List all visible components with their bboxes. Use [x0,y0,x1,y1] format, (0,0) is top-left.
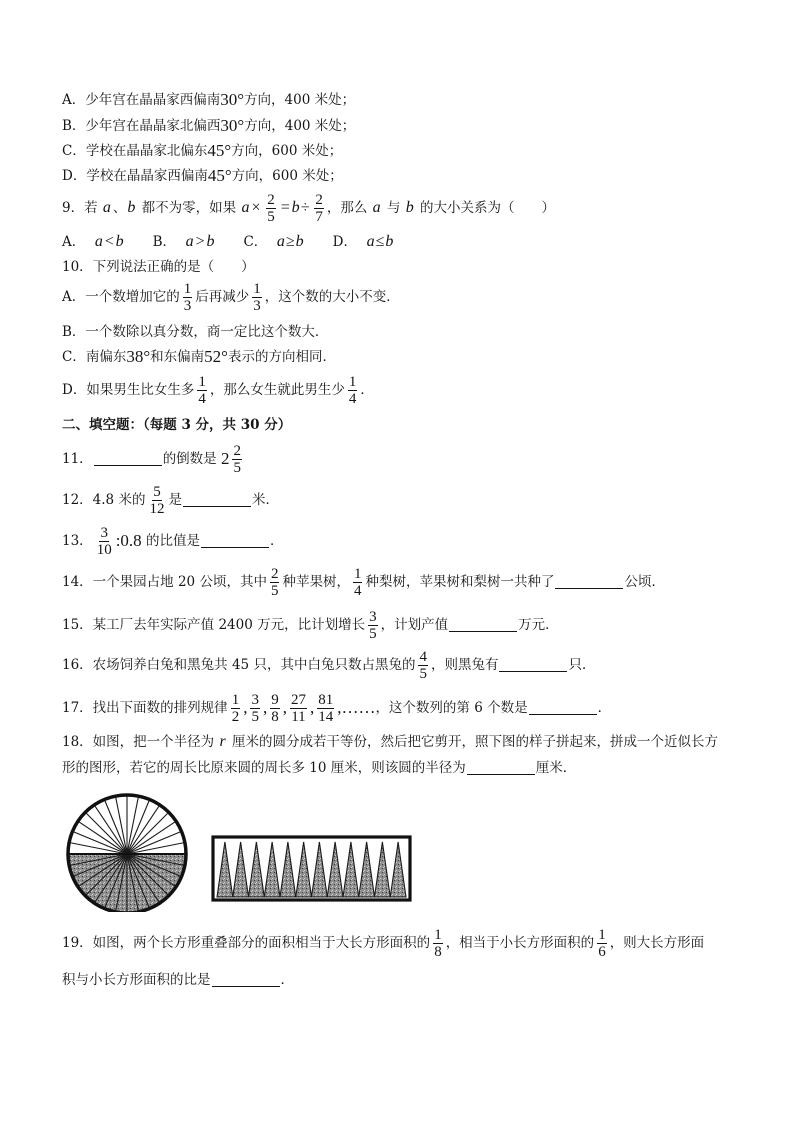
text-run: 16．农场饲养白兔和黑兔共 45 只，其中白兔只数占黑兔的 [62,657,416,673]
section-heading-text: 二、填空题：（每题 3 分，共 30 分） [62,417,292,433]
serif-number: , [243,698,248,717]
serif-number: 45° [207,166,232,185]
math-expression: r [219,733,227,750]
fraction-numerator: 81 [318,691,334,708]
text-run: 的倒数是 [162,451,221,467]
fraction-denominator: 4 [353,582,362,599]
fraction-numerator: 1 [183,280,192,297]
math-expression: =b÷ [279,199,311,216]
fraction-denominator: 14 [318,708,334,725]
text-run: 方向，600 米处； [231,168,343,184]
text-run: B．少年宫在晶晶家北偏西 [62,118,221,134]
fraction-denominator: 4 [198,390,206,407]
answer-blank [201,534,269,548]
fraction-denominator: 3 [253,297,261,314]
text-run: ． [269,533,284,549]
fraction [250,693,260,724]
text-run: ，计划产值 [380,617,449,633]
answer-blank [467,761,535,775]
text-run: 方向，600 米处； [231,143,343,159]
fraction-numerator: 4 [419,648,427,665]
text-run: ，那么女生就此男生少 [209,382,345,398]
math-expression: b [127,199,137,216]
fraction-denominator: 5 [270,582,279,599]
fraction-denominator: 11 [291,708,306,725]
fraction-numerator: 3 [251,691,259,708]
fraction-numerator: 2 [270,565,279,582]
fraction-numerator: 27 [290,691,306,708]
text-run: D． [305,234,366,250]
fraction-numerator: 9 [271,691,279,708]
fraction-denominator: 4 [348,390,357,407]
fraction-denominator: 10 [96,541,112,558]
fraction [353,567,363,598]
fraction-numerator: 3 [369,608,377,625]
fraction [317,693,334,724]
text-run: 、 [112,200,127,216]
fraction [183,282,193,313]
math-expression: a≤b [366,233,395,250]
text-run: C． [216,234,276,250]
text-run: ，则大长方形面 [609,935,705,951]
serif-number: 45° [207,141,232,160]
answer-blank [555,575,623,589]
math-expression: a<b [94,233,125,250]
fraction [232,444,242,475]
answer-blank [183,493,251,507]
text-run: 12．4.8 米的 [62,492,146,508]
text-run: 15．某工厂去年实际产值 2400 万元，比计划增长 [62,617,366,633]
answer-blank [449,618,517,632]
text-run: 只． [568,657,596,673]
text-run: ． [360,382,374,398]
fraction [252,282,262,313]
fraction [433,928,443,959]
math-expression: a [102,199,112,216]
fraction-numerator: 3 [100,524,108,541]
text-run: 与 [382,200,405,216]
math-expression: a [372,199,382,216]
answer-blank [499,658,567,672]
fraction-denominator: 5 [369,625,377,642]
fraction-numerator: 1 [198,373,206,390]
fraction-numerator: 1 [253,280,261,297]
text-run: 和东偏南 [150,349,205,365]
text-run: 积与小长方形面积的比是 [62,972,211,988]
fraction [231,693,241,724]
fraction-denominator: 7 [315,208,323,225]
text-run: 厘米的圆分成若干等份，然后把它剪开，照下图的样子拼起来，拼成一个近似长方 [227,734,719,750]
text-run: 方向，400 米处； [244,92,356,108]
text-run: 表示的方向相同． [227,349,336,365]
text-run: 厘米． [535,760,577,776]
text-run: 万元． [518,617,559,633]
text-run: 17．找出下面数的排列规律 [62,700,228,716]
fraction [197,375,207,406]
fraction [148,485,165,516]
serif-number: 30° [220,116,245,135]
text-run: ，则黑兔有 [430,657,499,673]
text-run: C．学校在晶晶家北偏东 [62,143,208,159]
answer-blank [94,452,162,466]
text-run: 后再减少 [195,289,250,305]
text-run: ． [597,700,612,716]
text-run: D．如果男生比女生多 [62,382,195,398]
fraction-denominator: 5 [233,459,241,476]
text-run: D．学校在晶晶家西偏南 [62,168,208,184]
text-run: 是 [168,492,182,508]
text-run: 的比值是 [141,533,200,549]
fraction-numerator: 1 [353,565,362,582]
text-run: 种梨树，苹果树和梨树一共种了 [365,574,555,590]
fraction-denominator: 6 [598,943,606,960]
text-run: 19．如图，两个长方形重叠部分的面积相当于大长方形面积的 [62,935,431,951]
answer-blank [212,973,280,987]
text-run: 的大小关系为（ ） [415,200,556,216]
fraction-denominator: 3 [183,297,192,314]
serif-number: 52° [204,347,228,366]
text-run: 公顷． [624,574,665,590]
fraction [266,193,276,224]
fraction [597,928,607,959]
text-run: A．少年宫在晶晶家西偏南 [62,92,221,108]
text-run: 10．下列说法正确的是（ ） [62,259,255,275]
text-run: 14．一个果园占地 20 公顷，其中 [62,574,267,590]
fraction-numerator: 1 [434,926,442,943]
fraction-numerator: 1 [598,926,606,943]
fraction-denominator: 2 [231,708,240,725]
text-run: C．南偏东 [62,349,127,365]
fraction-denominator: 5 [251,708,259,725]
serif-number: , [262,698,268,717]
fraction-numerator: 2 [233,442,241,459]
serif-number: ,…… [337,698,376,717]
text-run: ，那么 [326,200,372,216]
text-run: 13． [62,533,93,549]
text-run: 形的图形，若它的周长比原来圆的周长多 10 厘米，则该圆的半径为 [62,760,466,776]
fraction-denominator: 5 [419,665,427,682]
text-run: 18．如图，把一个半径为 [62,734,219,750]
text-run: ． [280,972,294,988]
text-run: ，这个数的大小不变． [264,289,400,305]
fraction-numerator: 1 [348,373,357,390]
fraction-denominator: 5 [267,208,275,225]
fraction-numerator: 2 [267,191,275,208]
text-run: B．一个数除以真分数，商一定比这个数大． [62,324,329,340]
circle-to-rectangle-figure [60,790,420,912]
text-run: A．一个数增加它的 [62,289,180,305]
fraction [348,375,358,406]
fraction-denominator: 8 [271,708,279,725]
math-expression: a× [241,199,263,216]
fraction [418,650,428,681]
fraction-numerator: 5 [153,483,161,500]
math-expression: b [405,199,415,216]
answer-blank [529,701,597,715]
text-run: ，这个数列的第 6 个数是 [375,700,528,716]
serif-number: 30° [220,90,245,109]
fraction-denominator: 12 [149,500,165,517]
fraction-numerator: 2 [315,191,323,208]
text-run: 米． [251,492,279,508]
serif-number: 38° [126,347,151,366]
math-expression: a≥b [276,233,305,250]
fraction-denominator: 8 [434,943,442,960]
serif-number: :0.8 [115,531,142,550]
fraction [270,567,280,598]
text-run: B． [125,234,185,250]
text-run: 种苹果树， [282,574,350,590]
fraction [270,693,280,724]
fraction-numerator: 1 [231,691,240,708]
fraction [96,526,113,557]
math-expression: a>b [185,233,216,250]
text-run: 都不为零，如果 [137,200,241,216]
serif-number: , [309,698,315,717]
fraction [368,610,378,641]
fraction [314,193,324,224]
text-run: 9．若 [62,200,102,216]
text-run: A． [62,234,94,250]
text-run: 11． [62,451,93,467]
text-run: 方向，400 米处； [244,118,356,134]
fraction [290,693,307,724]
text-run: ，相当于小长方形面积的 [445,935,595,951]
serif-number: , [282,698,287,717]
serif-number: 2 [220,449,230,468]
